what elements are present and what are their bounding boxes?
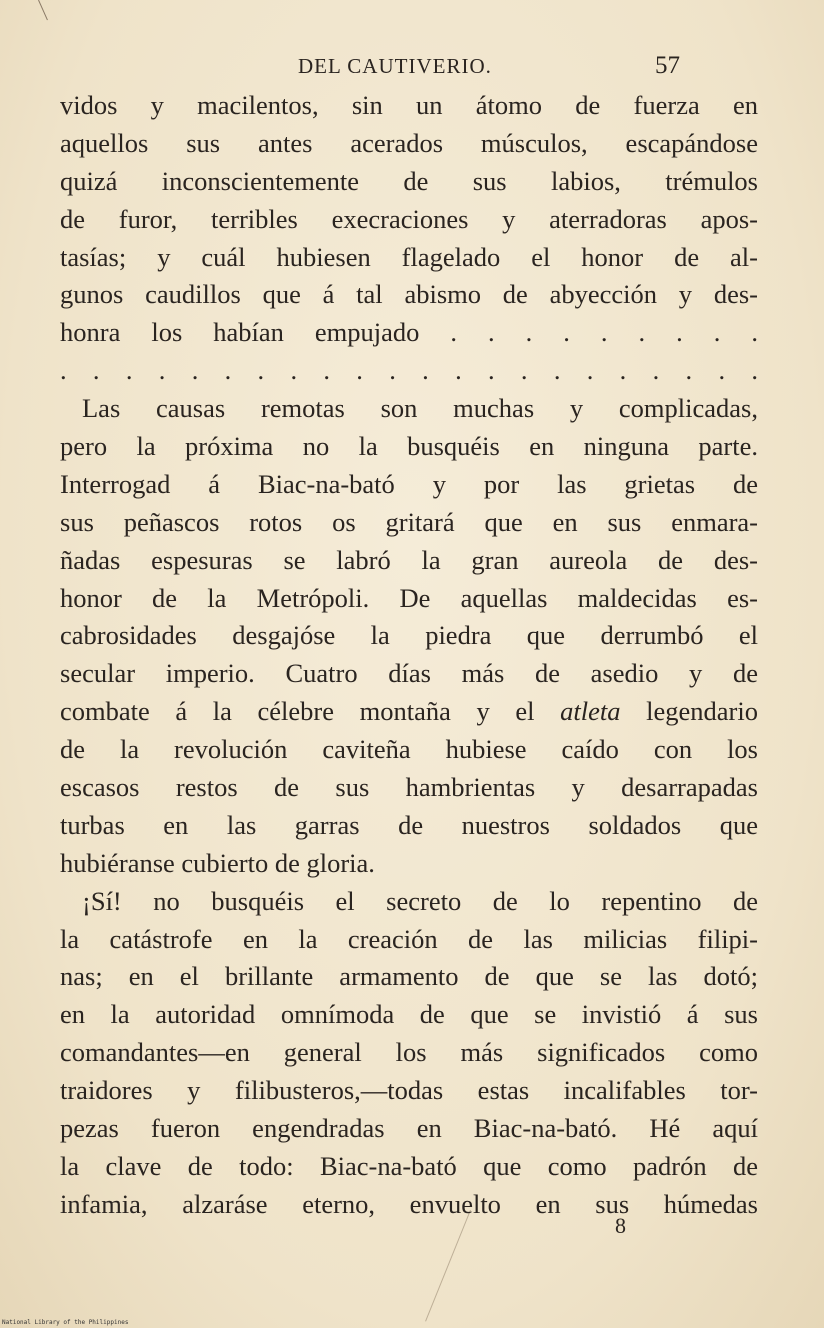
scratch-mark [38, 0, 48, 20]
signature-mark: 8 [615, 1213, 626, 1238]
text-line: aquellos sus antes acerados músculos, escapándose [60, 127, 758, 158]
paragraph-start: Las causas remotas son muchas y complicadas, [82, 393, 758, 424]
text-line: honra los habían empujado . . . . . . . . . [60, 317, 758, 348]
text-line: de furor, terribles execraciones y aterradoras apos- [60, 203, 758, 234]
text-line: sus peñascos rotos os gritará que en sus enmara- [60, 506, 758, 537]
text-line: nas; en el brillante armamento de que se las dotó; [60, 961, 758, 992]
running-title: DEL CAUTIVERIO. [298, 54, 492, 78]
text-line-italic: combate á la célebre montaña y el atleta legendario [60, 696, 758, 727]
text-line: pezas fueron engendradas en Biac-na-bató. Hé aquí [60, 1113, 758, 1144]
text-line: en la autoridad omnímoda de que se invistió á sus [60, 999, 758, 1030]
italic-word: atleta [560, 696, 621, 727]
text-line: honor de la Metrópoli. De aquellas maldecidas es- [60, 582, 758, 613]
text-line: tasías; y cuál hubiesen flagelado el honor de al- [60, 241, 758, 272]
text-line: escasos restos de sus hambrientas y desarrapadas [60, 772, 758, 803]
page-header [0, 52, 824, 84]
text-line: pero la próxima no la busquéis en ninguna parte. [60, 431, 758, 462]
page-number: 57 [655, 52, 680, 79]
text-line: cabrosidades desgajóse la piedra que derrumbó el [60, 620, 758, 651]
text-line: Interrogad á Biac-na-bató y por las grietas de [60, 468, 758, 499]
library-footer: National Library of the Philippines [2, 1319, 129, 1326]
paragraph-start: ¡Sí! no busquéis el secreto de lo repentino de [82, 885, 758, 916]
text-line: secular imperio. Cuatro días más de asedio y de [60, 658, 758, 689]
text-line: quizá inconscientemente de sus labios, trémulos [60, 165, 758, 196]
text-line: vidos y macilentos, sin un átomo de fuerza en [60, 90, 758, 120]
dot-leader-line: . . . . . . . . . . . . . . . . . . . . . . [60, 355, 758, 386]
text-line: la catástrofe en la creación de las milicias filipi- [60, 923, 758, 954]
text-line: traidores y filibusteros,—todas estas incalifables tor- [60, 1075, 758, 1106]
text-line: infamia, alzaráse eterno, envuelto en sus húmedas [60, 1188, 758, 1219]
text-line: gunos caudillos que á tal abismo de abyección y des- [60, 279, 758, 310]
scratch-mark [425, 1210, 471, 1322]
text-line: la clave de todo: Biac-na-bató que como padrón de [60, 1150, 758, 1181]
body-text [60, 87, 758, 1224]
text-line: ñadas espesuras se labró la gran aureola de des- [60, 544, 758, 575]
text-line: turbas en las garras de nuestros soldados que [60, 809, 758, 840]
text-line: de la revolución caviteña hubiese caído con los [60, 734, 758, 765]
paragraph-end: hubiéranse cubierto de gloria. [60, 847, 375, 878]
text-line: comandantes—en general los más significados como [60, 1037, 758, 1068]
